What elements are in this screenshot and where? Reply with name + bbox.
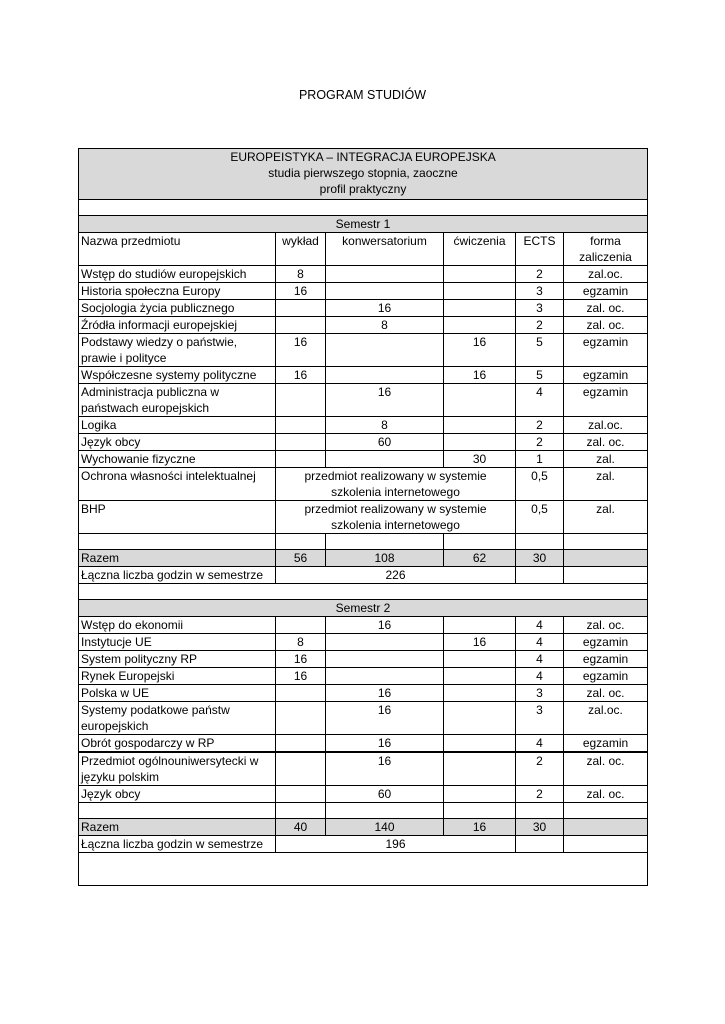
subject-name: Systemy podatkowe państw europejskich [79, 702, 276, 735]
subject-assessment-form: egzamin [564, 651, 648, 668]
subject-name: Wychowanie fizyczne [79, 451, 276, 468]
subject-name: Podstawy wiedzy o państwie, prawie i polityce [79, 334, 276, 367]
subject-ects: 0,5 [516, 501, 564, 534]
semester-2-total-row [79, 819, 648, 836]
subject-row [79, 634, 648, 651]
semester-1-header: Semestr 1 [79, 216, 648, 233]
subject-lecture-hours: 16 [276, 334, 326, 367]
semester-2-hours-row [79, 836, 648, 853]
semester-1-online-subjects [79, 468, 648, 534]
subject-row [79, 384, 648, 417]
online-subject-row [79, 501, 648, 534]
hours-value: 196 [276, 836, 516, 853]
subject-assessment-form: egzamin [564, 634, 648, 651]
subject-lecture-hours [276, 685, 326, 702]
subject-row [79, 334, 648, 367]
subject-lecture-hours: 8 [276, 634, 326, 651]
subject-konwersatorium-hours [326, 367, 444, 384]
total-exercises: 62 [444, 550, 516, 567]
subject-konwersatorium-hours: 16 [326, 702, 444, 735]
subject-row [79, 417, 648, 434]
subject-ects: 4 [516, 651, 564, 668]
subject-konwersatorium-hours [326, 334, 444, 367]
subject-name: Ochrona własności intelektualnej [79, 468, 276, 501]
hours-form [564, 836, 648, 853]
online-note: przedmiot realizowany w systemie szkolenia internetowego [276, 468, 516, 501]
subject-exercise-hours [444, 283, 516, 300]
spacer-row [79, 584, 648, 600]
subject-assessment-form: zal.oc. [564, 266, 648, 283]
subject-konwersatorium-hours: 16 [326, 753, 444, 786]
hours-label: Łączna liczba godzin w semestrze [79, 567, 276, 584]
subject-row [79, 367, 648, 384]
subject-lecture-hours [276, 735, 326, 752]
subject-lecture-hours [276, 617, 326, 634]
program-level: studia pierwszego stopnia, zaoczne [268, 166, 458, 180]
subject-konwersatorium-hours: 8 [326, 417, 444, 434]
subject-exercise-hours: 30 [444, 451, 516, 468]
subject-name: Język obcy [79, 434, 276, 451]
hours-ects [516, 567, 564, 584]
semester-1-hours-row [79, 567, 648, 584]
hours-label: Łączna liczba godzin w semestrze [79, 836, 276, 853]
semester-2-header-row [79, 600, 648, 617]
subject-assessment-form: zal. [564, 451, 648, 468]
subject-lecture-hours [276, 300, 326, 317]
subject-name: Logika [79, 417, 276, 434]
subject-assessment-form: zal. oc. [564, 786, 648, 803]
subject-konwersatorium-hours: 16 [326, 685, 444, 702]
subject-name: Język obcy [79, 786, 276, 803]
subject-assessment-form: zal.oc. [564, 702, 648, 735]
subject-lecture-hours [276, 384, 326, 417]
online-note: przedmiot realizowany w systemie szkolenia internetowego [276, 501, 516, 534]
subject-name: System polityczny RP [79, 651, 276, 668]
subject-exercise-hours [444, 651, 516, 668]
subject-assessment-form: egzamin [564, 735, 648, 752]
subject-ects: 2 [516, 786, 564, 803]
subject-lecture-hours [276, 786, 326, 803]
subject-row [79, 317, 648, 334]
subject-konwersatorium-hours [326, 651, 444, 668]
subject-konwersatorium-hours: 16 [326, 735, 444, 752]
hours-ects [516, 836, 564, 853]
subject-assessment-form: zal.oc. [564, 417, 648, 434]
subject-name: Przedmiot ogólnouniwersytecki w języku polskim [79, 753, 276, 786]
total-konwersatorium: 140 [326, 819, 444, 836]
subject-konwersatorium-hours: 60 [326, 434, 444, 451]
subject-exercise-hours [444, 266, 516, 283]
subject-konwersatorium-hours: 16 [326, 300, 444, 317]
subject-konwersatorium-hours [326, 634, 444, 651]
semester-2-header: Semestr 2 [79, 600, 648, 617]
subject-row [79, 617, 648, 634]
subject-assessment-form: zal. [564, 501, 648, 534]
subject-row [79, 651, 648, 668]
subject-assessment-form: zal. oc. [564, 617, 648, 634]
subject-name: Rynek Europejski [79, 668, 276, 685]
subject-name: Wstęp do ekonomii [79, 617, 276, 634]
spacer-row [79, 803, 648, 819]
column-header-exercises: ćwiczenia [444, 233, 516, 266]
subject-ects: 5 [516, 367, 564, 384]
column-header-form [564, 233, 648, 266]
subject-name: Instytucje UE [79, 634, 276, 651]
subject-lecture-hours [276, 417, 326, 434]
column-header-ects: ECTS [516, 233, 564, 266]
subject-exercise-hours [444, 317, 516, 334]
subject-lecture-hours [276, 753, 326, 786]
subject-lecture-hours [276, 317, 326, 334]
subject-konwersatorium-hours: 8 [326, 317, 444, 334]
subject-lecture-hours: 16 [276, 651, 326, 668]
subject-ects: 3 [516, 283, 564, 300]
subject-ects: 3 [516, 685, 564, 702]
subject-row [79, 685, 648, 702]
subject-name: Źródła informacji europejskiej [79, 317, 276, 334]
subject-exercise-hours: 16 [444, 634, 516, 651]
subject-name: BHP [79, 501, 276, 534]
subject-konwersatorium-hours: 16 [326, 384, 444, 417]
subject-name: Wstęp do studiów europejskich [79, 266, 276, 283]
subject-konwersatorium-hours: 16 [326, 617, 444, 634]
column-header-name: Nazwa przedmiotu [79, 233, 276, 266]
subject-exercise-hours: 16 [444, 334, 516, 367]
subject-assessment-form: zal. oc. [564, 300, 648, 317]
subject-exercise-hours [444, 300, 516, 317]
total-form [564, 819, 648, 836]
subject-ects: 4 [516, 668, 564, 685]
subject-ects: 4 [516, 735, 564, 752]
subject-exercise-hours [444, 735, 516, 752]
subject-ects: 3 [516, 702, 564, 735]
hours-value: 226 [276, 567, 516, 584]
subject-row [79, 434, 648, 451]
column-header-form-line1: forma [590, 234, 621, 248]
semester-1-header-row [79, 216, 648, 233]
total-lecture: 56 [276, 550, 326, 567]
subject-row [79, 266, 648, 283]
subject-name: Historia społeczna Europy [79, 283, 276, 300]
spacer-row [79, 534, 648, 550]
subject-ects: 5 [516, 334, 564, 367]
column-header-row [79, 233, 648, 266]
subject-row [79, 451, 648, 468]
subject-konwersatorium-hours [326, 266, 444, 283]
subject-ects: 2 [516, 266, 564, 283]
subject-ects: 3 [516, 300, 564, 317]
subject-assessment-form: egzamin [564, 384, 648, 417]
subject-exercise-hours [444, 685, 516, 702]
subject-exercise-hours [444, 786, 516, 803]
subject-exercise-hours [444, 617, 516, 634]
subject-name: Obrót gospodarczy w RP [79, 735, 276, 752]
subject-assessment-form: egzamin [564, 334, 648, 367]
subject-assessment-form: zal. oc. [564, 317, 648, 334]
subject-assessment-form: egzamin [564, 283, 648, 300]
semester-1-total-row [79, 550, 648, 567]
subject-ects: 2 [516, 753, 564, 786]
footer-blank-row [79, 853, 648, 886]
online-subject-row [79, 468, 648, 501]
subject-assessment-form: zal. [564, 468, 648, 501]
subject-exercise-hours [444, 434, 516, 451]
subject-ects: 4 [516, 617, 564, 634]
subject-row [79, 668, 648, 685]
subject-name: Socjologia życia publicznego [79, 300, 276, 317]
subject-row [79, 702, 648, 735]
total-konwersatorium: 108 [326, 550, 444, 567]
total-ects: 30 [516, 819, 564, 836]
subject-ects: 2 [516, 317, 564, 334]
column-header-konwersatorium: konwersatorium [326, 233, 444, 266]
subject-exercise-hours [444, 702, 516, 735]
program-name: EUROPEISTYKA – INTEGRACJA EUROPEJSKA [230, 150, 496, 164]
subject-lecture-hours: 8 [276, 266, 326, 283]
subject-assessment-form: zal. oc. [564, 434, 648, 451]
total-exercises: 16 [444, 819, 516, 836]
subject-konwersatorium-hours [326, 451, 444, 468]
subject-exercise-hours [444, 417, 516, 434]
semester-1-subjects [79, 266, 648, 468]
program-header [79, 149, 648, 200]
total-label: Razem [79, 819, 276, 836]
subject-name: Współczesne systemy polityczne [79, 367, 276, 384]
subject-exercise-hours [444, 753, 516, 786]
subject-lecture-hours [276, 702, 326, 735]
subject-konwersatorium-hours [326, 283, 444, 300]
total-form [564, 550, 648, 567]
subject-name: Polska w UE [79, 685, 276, 702]
subject-row [79, 735, 648, 752]
subject-lecture-hours: 16 [276, 668, 326, 685]
subject-row [79, 283, 648, 300]
subject-exercise-hours: 16 [444, 367, 516, 384]
program-profile: profil praktyczny [319, 182, 407, 196]
subject-row [79, 786, 648, 803]
subject-konwersatorium-hours: 60 [326, 786, 444, 803]
total-label: Razem [79, 550, 276, 567]
subject-exercise-hours [444, 384, 516, 417]
total-ects: 30 [516, 550, 564, 567]
subject-assessment-form: egzamin [564, 367, 648, 384]
total-lecture: 40 [276, 819, 326, 836]
column-header-form-line2: zaliczenia [579, 250, 632, 264]
hours-form [564, 567, 648, 584]
subject-ects: 1 [516, 451, 564, 468]
subject-exercise-hours [444, 668, 516, 685]
subject-lecture-hours [276, 434, 326, 451]
column-header-lecture: wykład [276, 233, 326, 266]
subject-lecture-hours: 16 [276, 367, 326, 384]
subject-ects: 0,5 [516, 468, 564, 501]
subject-konwersatorium-hours [326, 668, 444, 685]
subject-name: Administracja publiczna w państwach europejskich [79, 384, 276, 417]
page-title: PROGRAM STUDIÓW [298, 88, 427, 102]
subject-lecture-hours [276, 451, 326, 468]
spacer-row [79, 200, 648, 216]
subject-assessment-form: egzamin [564, 668, 648, 685]
subject-lecture-hours: 16 [276, 283, 326, 300]
subject-assessment-form: zal. oc. [564, 753, 648, 786]
subject-ects: 4 [516, 384, 564, 417]
program-table [78, 148, 648, 886]
subject-row [79, 753, 648, 786]
subject-ects: 2 [516, 434, 564, 451]
program-header-row [79, 149, 648, 200]
subject-assessment-form: zal. oc. [564, 685, 648, 702]
subject-ects: 2 [516, 417, 564, 434]
subject-row [79, 300, 648, 317]
semester-2-subjects [79, 617, 648, 803]
subject-ects: 4 [516, 634, 564, 651]
